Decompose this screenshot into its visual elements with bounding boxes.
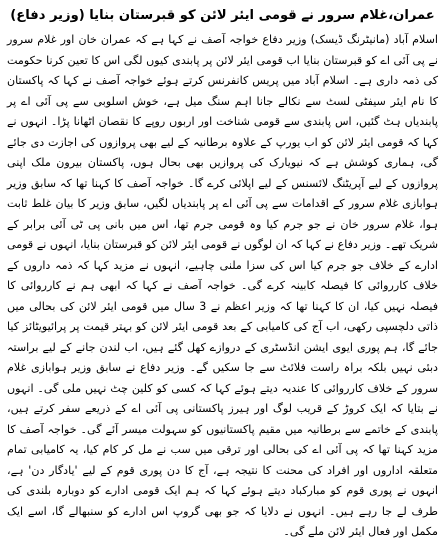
article-body: اسلام آباد (مانیٹرنگ ڈیسک) وزیر دفاع خواجہ آصف نے کہا ہے کہ عمران خان اور غلام سرور نے پی آئی اے کو قبرستان بنایا اب قومی ایئر لائن پر پابندی کیوں لگی اس کا تعین کرنا حکومت کی ذمہ داری ہے۔ اسلام آباد میں پریس کانفرنس کرتے ہوئے خواجہ آصف نے کہا کہ پاکستان کا نام ایئر سیفٹی لسٹ سے نکالے جانا اہم سنگ میل ہے، خوش اسلوبی سے پی آئی اے پر پابندیاں ہٹ گئیں، اس پابندی سے قومی شناخت اور اربوں روپے کا نقصان اٹھانا پڑا۔ انہوں نے کہا کہ قومی ایئر لائن کو اب یورپ کے علاوہ برطانیہ کے لیے بھی پروازوں کی اجازت دی جائے گی، ہماری کوشش ہے کہ نیویارک کی پروازیں بھی بحال ہوں، پاکستان بیرون ملک اپنی پروازوں کے لیے آپریٹنگ لائسنس کے لیے اپلائی کرے گا۔ خواجہ آصف کا کہنا تھا کہ سابق وزیر ہوابازی غلام سرور کے اقدامات سے پی آئی اے پر پابندیاں لگیں، سابق وزیر کا بیان غلط ثابت ہوا، غلام سرور خان نے جو جرم کیا وہ قومی جرم تھا، اس میں بانی پی ٹی آئی برابر کے شریک تھے۔ وزیر دفاع نے کہا کہ ان لوگوں نے قومی ایئر لائن کو قبرستان بنایا، انہوں نے قومی ادارے کے خلاف جو جرم کیا اس کی سزا ملنی چاہیے، انہوں نے مزید کہا کہ ذمہ داروں کے خلاف کارروائی کا فیصلہ کابینہ کرے گی۔ خواجہ آصف نے کہا کہ ابھی ہم نے کارروائی کا فیصلہ نہیں کیا، ان کا کہنا تھا کہ وزیر اعظم نے 3 سال میں قومی ایئر لائن کی بحالی میں ذاتی دلچسپی رکھی، اب آج کی کامیابی کے بعد قومی ایئر لائن کو بہتر قیمت پر پرائیویٹائز کیا جائے گا، ہم پوری ایوی ایشن انڈسٹری کے دروازے کھل گئے ہیں، اب لندن جانے کے لیے براستہ دبئی نہیں بلکہ براہ راست فلائٹ سے جا سکیں گے۔ وزیر دفاع نے سابق وزیر ہوابازی غلام سرور کے خلاف کارروائی کا عندیہ دیتے ہوئے کہا کہ کسی کو کلین چٹ نہیں ملی گی۔ انہوں نے بتایا کہ ایک کروڑ کے قریب لوگ اور ہیرز پاکستانی پی آئی اے کے ذریعے سفر کرتے ہیں، پابندی کے خاتمے سے برطانیہ میں مقیم پاکستانیوں کو سہولت میسر آئے گی۔ خواجہ آصف کا مزید کہنا تھا کہ پی آئی اے کی بحالی اور ترقی میں سب نے مل کر کام کیا، یہ کامیابی تمام متعلقہ اداروں اور افراد کی محنت کا نتیجہ ہے، آج کا دن پوری قوم کے لیے 'یادگار دن' ہے، انہوں نے پوری قوم کو مبارکباد دیتے ہوئے کہا کہ ہم ایک قومی ادارے کو دوبارہ بلندی کی طرف لے جا رہے ہیں۔ انہوں نے دلایا کہ جو بھی گروپ اس ادارے کو سنبھالے گا، اسے ایک مکمل اور فعال ایئر لائن ملے گی۔ [7,33,439,538]
article-headline: عمران،غلام سرور نے قومی ایئر لائن کو قبرستان بنایا (وزیر دفاع) [10,8,435,23]
